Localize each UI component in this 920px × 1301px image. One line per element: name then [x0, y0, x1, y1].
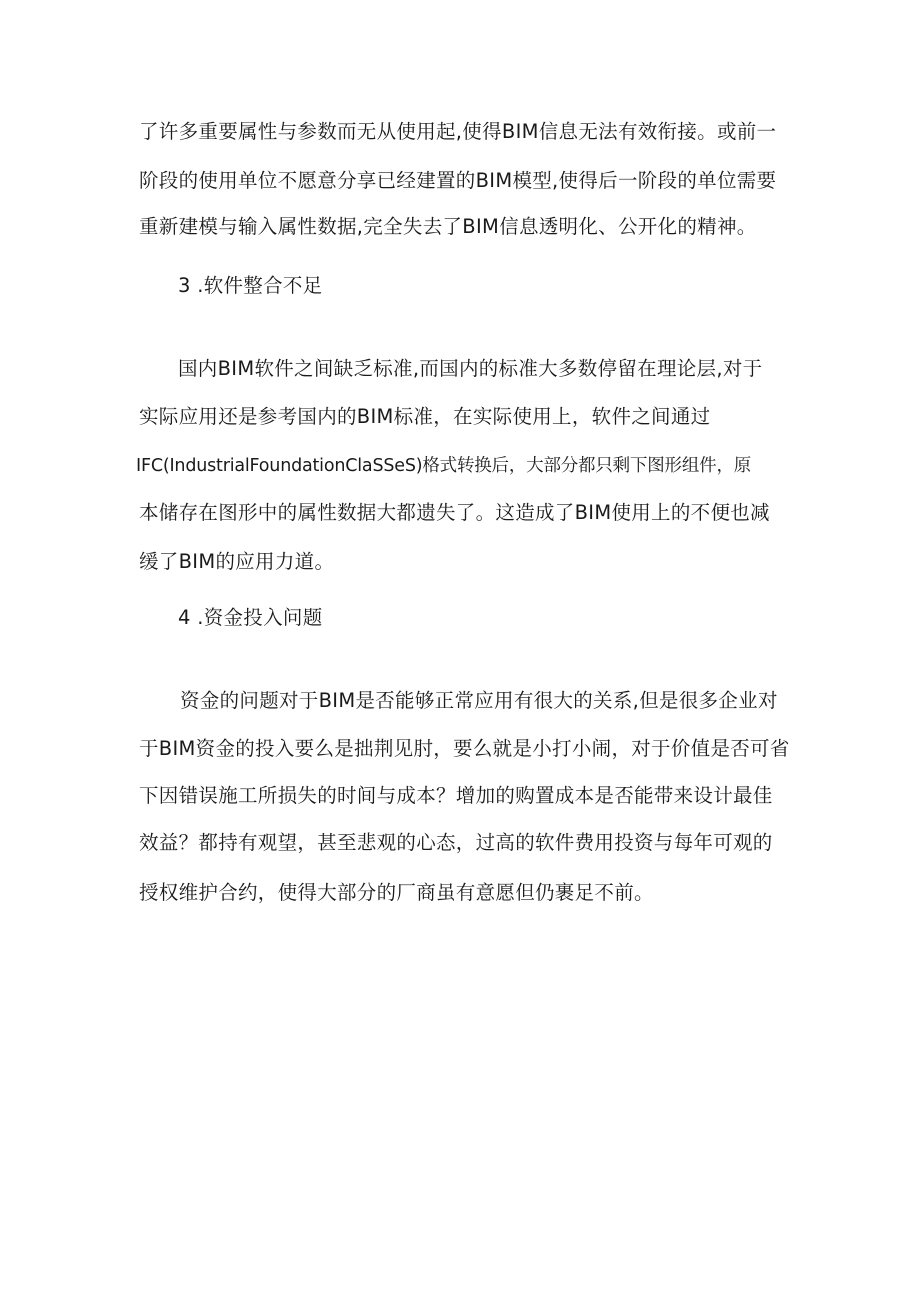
paragraph-line: 于BIM资金的投入要么是拙荆见肘，要么就是小打小闹，对于价值是否可省	[139, 737, 790, 760]
paragraph-line: 了许多重要属性与参数而无从使用起,使得BIM信息无法有效衔接。或前一	[139, 120, 777, 143]
paragraph-line: 阶段的使用单位不愿意分享已经建置的BIM模型,使得后一阶段的单位需要	[139, 169, 777, 192]
paragraph-line: 实际应用还是参考国内的BIM标准，在实际使用上，软件之间通过	[139, 405, 711, 428]
paragraph-line: 国内BIM软件之间缺乏标准,而国内的标准大多数停留在理论层,对于	[178, 357, 763, 380]
paragraph-line: 本储存在图形中的属性数据大都遗失了。这造成了BIM使用上的不便也减	[139, 501, 770, 524]
section-heading-4: 4 .资金投入问题	[178, 606, 323, 629]
paragraph-line: 下因错误施工所损失的时间与成本？增加的购置成本是否能带来设计最佳	[139, 784, 773, 807]
paragraph-line: 重新建模与输入属性数据,完全失去了BIM信息透明化、公开化的精神。	[139, 215, 757, 238]
paragraph-line: 缓了BIM的应用力道。	[139, 550, 335, 573]
paragraph-line: 效益？都持有观望，甚至悲观的心态，过高的软件费用投资与每年可观的	[139, 831, 773, 854]
paragraph-line: 授权维护合约，使得大部分的厂商虽有意愿但仍裹足不前。	[139, 881, 654, 904]
section-heading-3: 3 .软件整合不足	[178, 274, 323, 297]
paragraph-line: 资金的问题对于BIM是否能够正常应用有很大的关系,但是很多企业对	[180, 689, 778, 712]
paragraph-line: IFC(IndustrialFoundationClaSSeS)格式转换后，大部分都只剩下图形组件，原	[136, 456, 752, 476]
